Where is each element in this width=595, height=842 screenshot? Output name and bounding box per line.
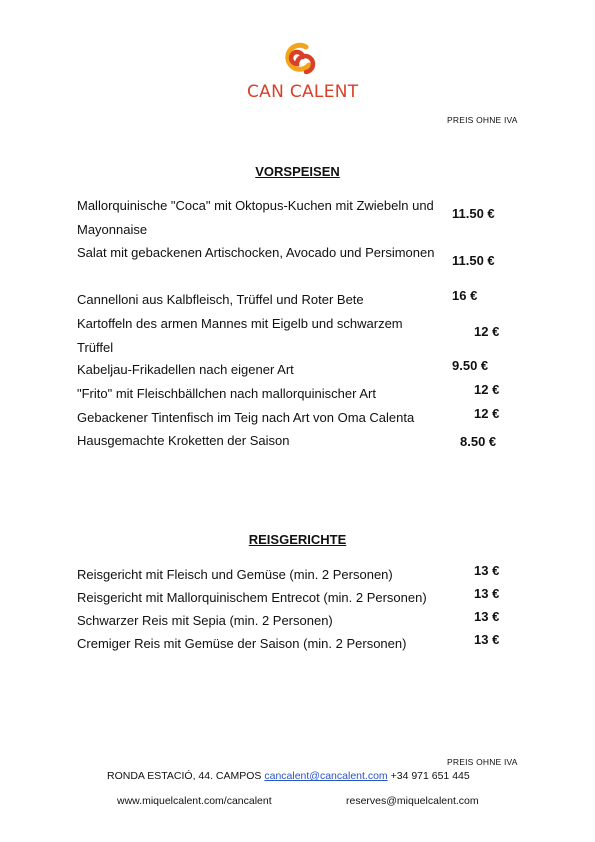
footer-email-link[interactable]: cancalent@cancalent.com — [264, 770, 388, 782]
footer-website: www.miquelcalent.com/cancalent — [117, 795, 272, 807]
menu-item-price: 9.50 € — [452, 358, 489, 373]
menu-item-price: 13 € — [474, 609, 500, 624]
menu-item-price: 12 € — [474, 324, 500, 339]
menu-item-price: 16 € — [452, 288, 478, 303]
menu-item: Mallorquinische "Coca" mit Oktopus-Kuchen mit Zwiebeln und Mayonnaise — [77, 198, 434, 237]
menu-item-price: 13 € — [474, 563, 500, 578]
logo — [247, 40, 359, 102]
footer-address: RONDA ESTACIÓ, 44. CAMPOS — [107, 770, 262, 782]
menu-item: Reisgericht mit Mallorquinischem Entrecot (min. 2 Personen) — [77, 590, 427, 605]
menu-item-price: 8.50 € — [460, 434, 497, 449]
menu-item: Cannelloni aus Kalbfleisch, Trüffel und Roter Bete — [77, 292, 364, 307]
menu-item-price: 11.50 € — [452, 253, 495, 268]
section-title-starters: VORSPEISEN — [255, 164, 340, 179]
menu-item-price: 12 € — [474, 382, 500, 397]
menu-item-price: 11.50 € — [452, 206, 495, 221]
section-title-rice: REISGERICHTE — [248, 532, 347, 547]
menu-item: Reisgericht mit Fleisch und Gemüse (min. 2 Personen) — [77, 567, 393, 582]
footer-reservations-email: reserves@miquelcalent.com — [346, 795, 479, 807]
menu-item-price: 12 € — [474, 406, 500, 421]
menu-item: Hausgemachte Kroketten der Saison — [77, 433, 290, 448]
logo-swirl-icon — [282, 40, 316, 80]
menu-item: Schwarzer Reis mit Sepia (min. 2 Personen) — [77, 613, 333, 628]
menu-item-price: 13 € — [474, 586, 500, 601]
menu-item: Kabeljau-Frikadellen nach eigener Art — [77, 362, 294, 377]
menu-item: "Frito" mit Fleischbällchen nach mallorquinischer Art — [77, 386, 376, 401]
menu-item: Gebackener Tintenfisch im Teig nach Art von Oma Calenta — [77, 410, 415, 425]
menu-item: Kartoffeln des armen Mannes mit Eigelb und schwarzem Trüffel — [77, 316, 403, 355]
menu-item: Cremiger Reis mit Gemüse der Saison (min. 2 Personen) — [77, 636, 407, 651]
menu-item-price: 13 € — [474, 632, 500, 647]
footer-contact-line — [107, 770, 470, 782]
brand-name: CAN CALENT — [247, 82, 359, 102]
footer-phone: +34 971 651 445 — [390, 770, 470, 782]
menu-item: Salat mit gebackenen Artischocken, Avocado und Persimonen — [77, 245, 435, 260]
price-note-bottom: PREIS OHNE IVA — [447, 757, 518, 767]
price-note-top: PREIS OHNE IVA — [447, 115, 518, 125]
